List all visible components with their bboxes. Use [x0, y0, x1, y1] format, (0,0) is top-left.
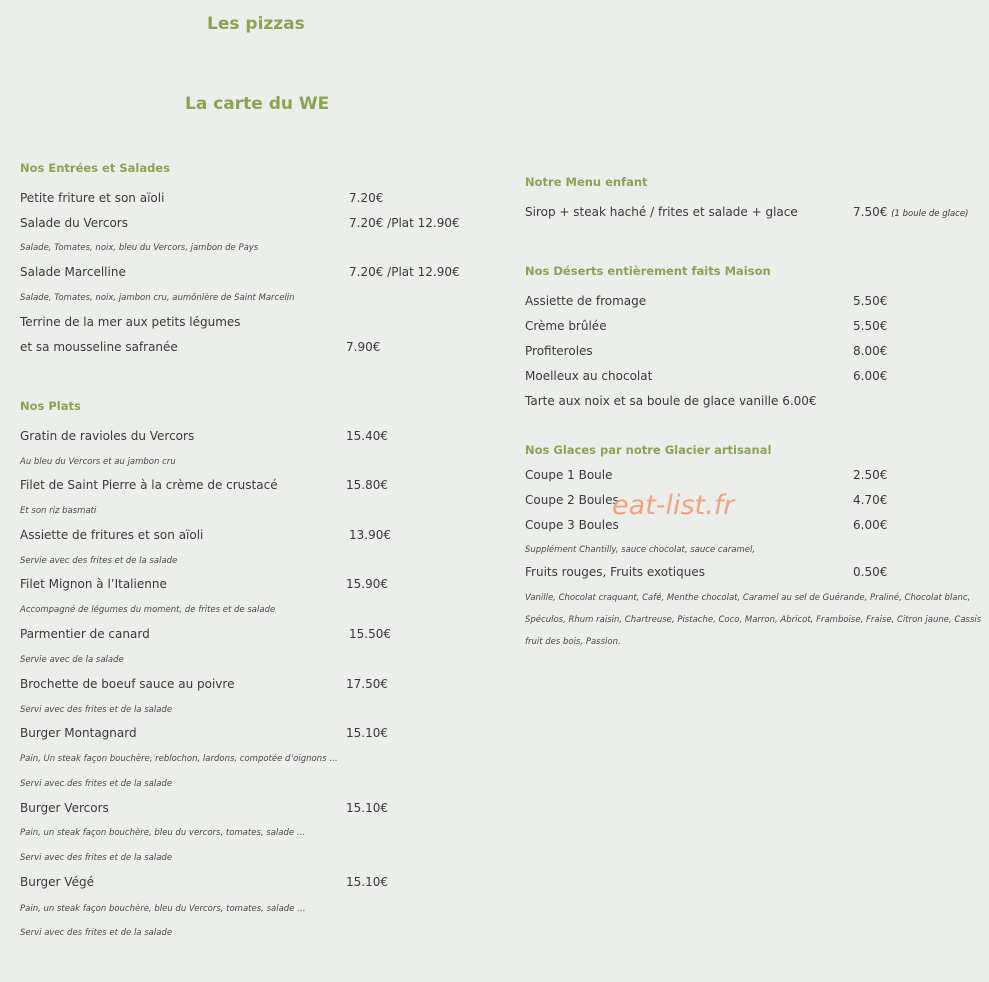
- item-name: et sa mousseline safranée: [20, 340, 178, 354]
- item-price: 2.50€: [853, 468, 888, 482]
- item-name: Profiteroles: [525, 344, 593, 358]
- item-price: 6.00€: [853, 369, 888, 383]
- item-price: 15.50€: [349, 627, 391, 641]
- item-price: 15.10€: [346, 726, 388, 740]
- heading-pizzas: Les pizzas: [207, 14, 305, 34]
- section-title-glaces: Nos Glaces par notre Glacier artisanal: [525, 443, 772, 457]
- item-name: Burger Vercors: [20, 801, 109, 815]
- item-name: Burger Montagnard: [20, 726, 137, 740]
- item-name: Moelleux au chocolat: [525, 369, 653, 383]
- item-name: Sirop + steak haché / frites et salade + glace: [525, 205, 798, 219]
- item-price: 7.20€ /Plat 12.90€: [349, 216, 460, 230]
- item-description: Servi avec des frites et de la salade: [20, 779, 173, 789]
- item-name: Burger Végé: [20, 875, 94, 889]
- item-price: 7.20€ /Plat 12.90€: [349, 265, 460, 279]
- section-title-enfant: Notre Menu enfant: [525, 175, 648, 189]
- section-title-plats: Nos Plats: [20, 399, 81, 413]
- item-price-note: (1 boule de glace): [891, 209, 969, 219]
- item-name: Petite friture et son aïoli: [20, 191, 165, 205]
- section-title-deserts: Nos Déserts entièrement faits Maison: [525, 264, 771, 278]
- item-description: Accompagné de légumes du moment, de frites et de salade: [20, 605, 276, 615]
- item-price: 13.90€: [349, 528, 391, 542]
- item-price: 15.10€: [346, 875, 388, 889]
- item-price: 17.50€: [346, 677, 388, 691]
- item-name: Coupe 3 Boules: [525, 518, 619, 532]
- item-price: 15.90€: [346, 577, 388, 591]
- item-description: Servie avec des frites et de la salade: [20, 556, 178, 566]
- item-name: Filet de Saint Pierre à la crème de crustacé: [20, 478, 278, 492]
- item-description: Pain, Un steak façon bouchère, reblochon, lardons, compotée d’oignons …: [20, 754, 338, 764]
- item-price: [853, 205, 968, 219]
- item-price: 5.50€: [853, 294, 888, 308]
- item-price-value: 7.50€: [853, 205, 888, 219]
- item-name: Crème brûlée: [525, 319, 607, 333]
- item-description: Servi avec des frites et de la salade: [20, 928, 173, 938]
- item-name: Salade Marcelline: [20, 265, 126, 279]
- item-name: Terrine de la mer aux petits légumes: [20, 315, 241, 329]
- section-title-entrees: Nos Entrées et Salades: [20, 161, 170, 175]
- item-name: Gratin de ravioles du Vercors: [20, 429, 195, 443]
- item-price: 7.20€: [349, 191, 384, 205]
- item-description: Servi avec des frites et de la salade: [20, 705, 173, 715]
- parfums-text: fruit des bois, Passion.: [525, 637, 621, 647]
- item-price: 15.10€: [346, 801, 388, 815]
- item-price: 5.50€: [853, 319, 888, 333]
- item-price: 7.90€: [346, 340, 381, 354]
- item-name: Filet Mignon à l’Italienne: [20, 577, 167, 591]
- item-description: Salade, Tomates, noix, bleu du Vercors, jambon de Pays: [20, 243, 259, 253]
- item-name: Assiette de fritures et son aïoli: [20, 528, 204, 542]
- supplement-text: Supplément Chantilly, sauce chocolat, sauce caramel,: [525, 545, 756, 555]
- item-description: Au bleu du Vercors et au jambon cru: [20, 457, 176, 467]
- item-price: 15.40€: [346, 429, 388, 443]
- item-description: Pain, un steak façon bouchère, bleu du vercors, tomates, salade …: [20, 828, 306, 838]
- item-name: Brochette de boeuf sauce au poivre: [20, 677, 235, 691]
- item-description: Salade, Tomates, noix, jambon cru, aumônière de Saint Marcelin: [20, 293, 295, 303]
- item-price: 0.50€: [853, 565, 888, 579]
- item-name: Coupe 1 Boule: [525, 468, 613, 482]
- item-name: Fruits rouges, Fruits exotiques: [525, 565, 705, 579]
- item-price: 6.00€: [853, 518, 888, 532]
- watermark-text: eat-list.fr: [612, 490, 735, 521]
- item-price: 8.00€: [853, 344, 888, 358]
- item-price: 4.70€: [853, 493, 888, 507]
- parfums-text: Spéculos, Rhum raisin, Chartreuse, Pistache, Coco, Marron, Abricot, Framboise, Fraise, Citron jaune, Cassis: [525, 615, 982, 625]
- item-name: Assiette de fromage: [525, 294, 647, 308]
- item-description: Pain, un steak façon bouchère, bleu du Vercors, tomates, salade …: [20, 904, 306, 914]
- item-name: Parmentier de canard: [20, 627, 150, 641]
- heading-carte-we: La carte du WE: [185, 94, 330, 114]
- item-name: Tarte aux noix et sa boule de glace vanille 6.00€: [525, 394, 817, 408]
- item-name: Coupe 2 Boules: [525, 493, 619, 507]
- item-description: Servi avec des frites et de la salade: [20, 853, 173, 863]
- item-name: Salade du Vercors: [20, 216, 128, 230]
- item-description: Et son riz basmati: [20, 506, 97, 516]
- parfums-text: Vanille, Chocolat craquant, Café, Menthe chocolat, Caramel au sel de Guérande, Praliné, Chocolat blanc,: [525, 593, 971, 603]
- item-description: Servie avec de la salade: [20, 655, 124, 665]
- item-price: 15.80€: [346, 478, 388, 492]
